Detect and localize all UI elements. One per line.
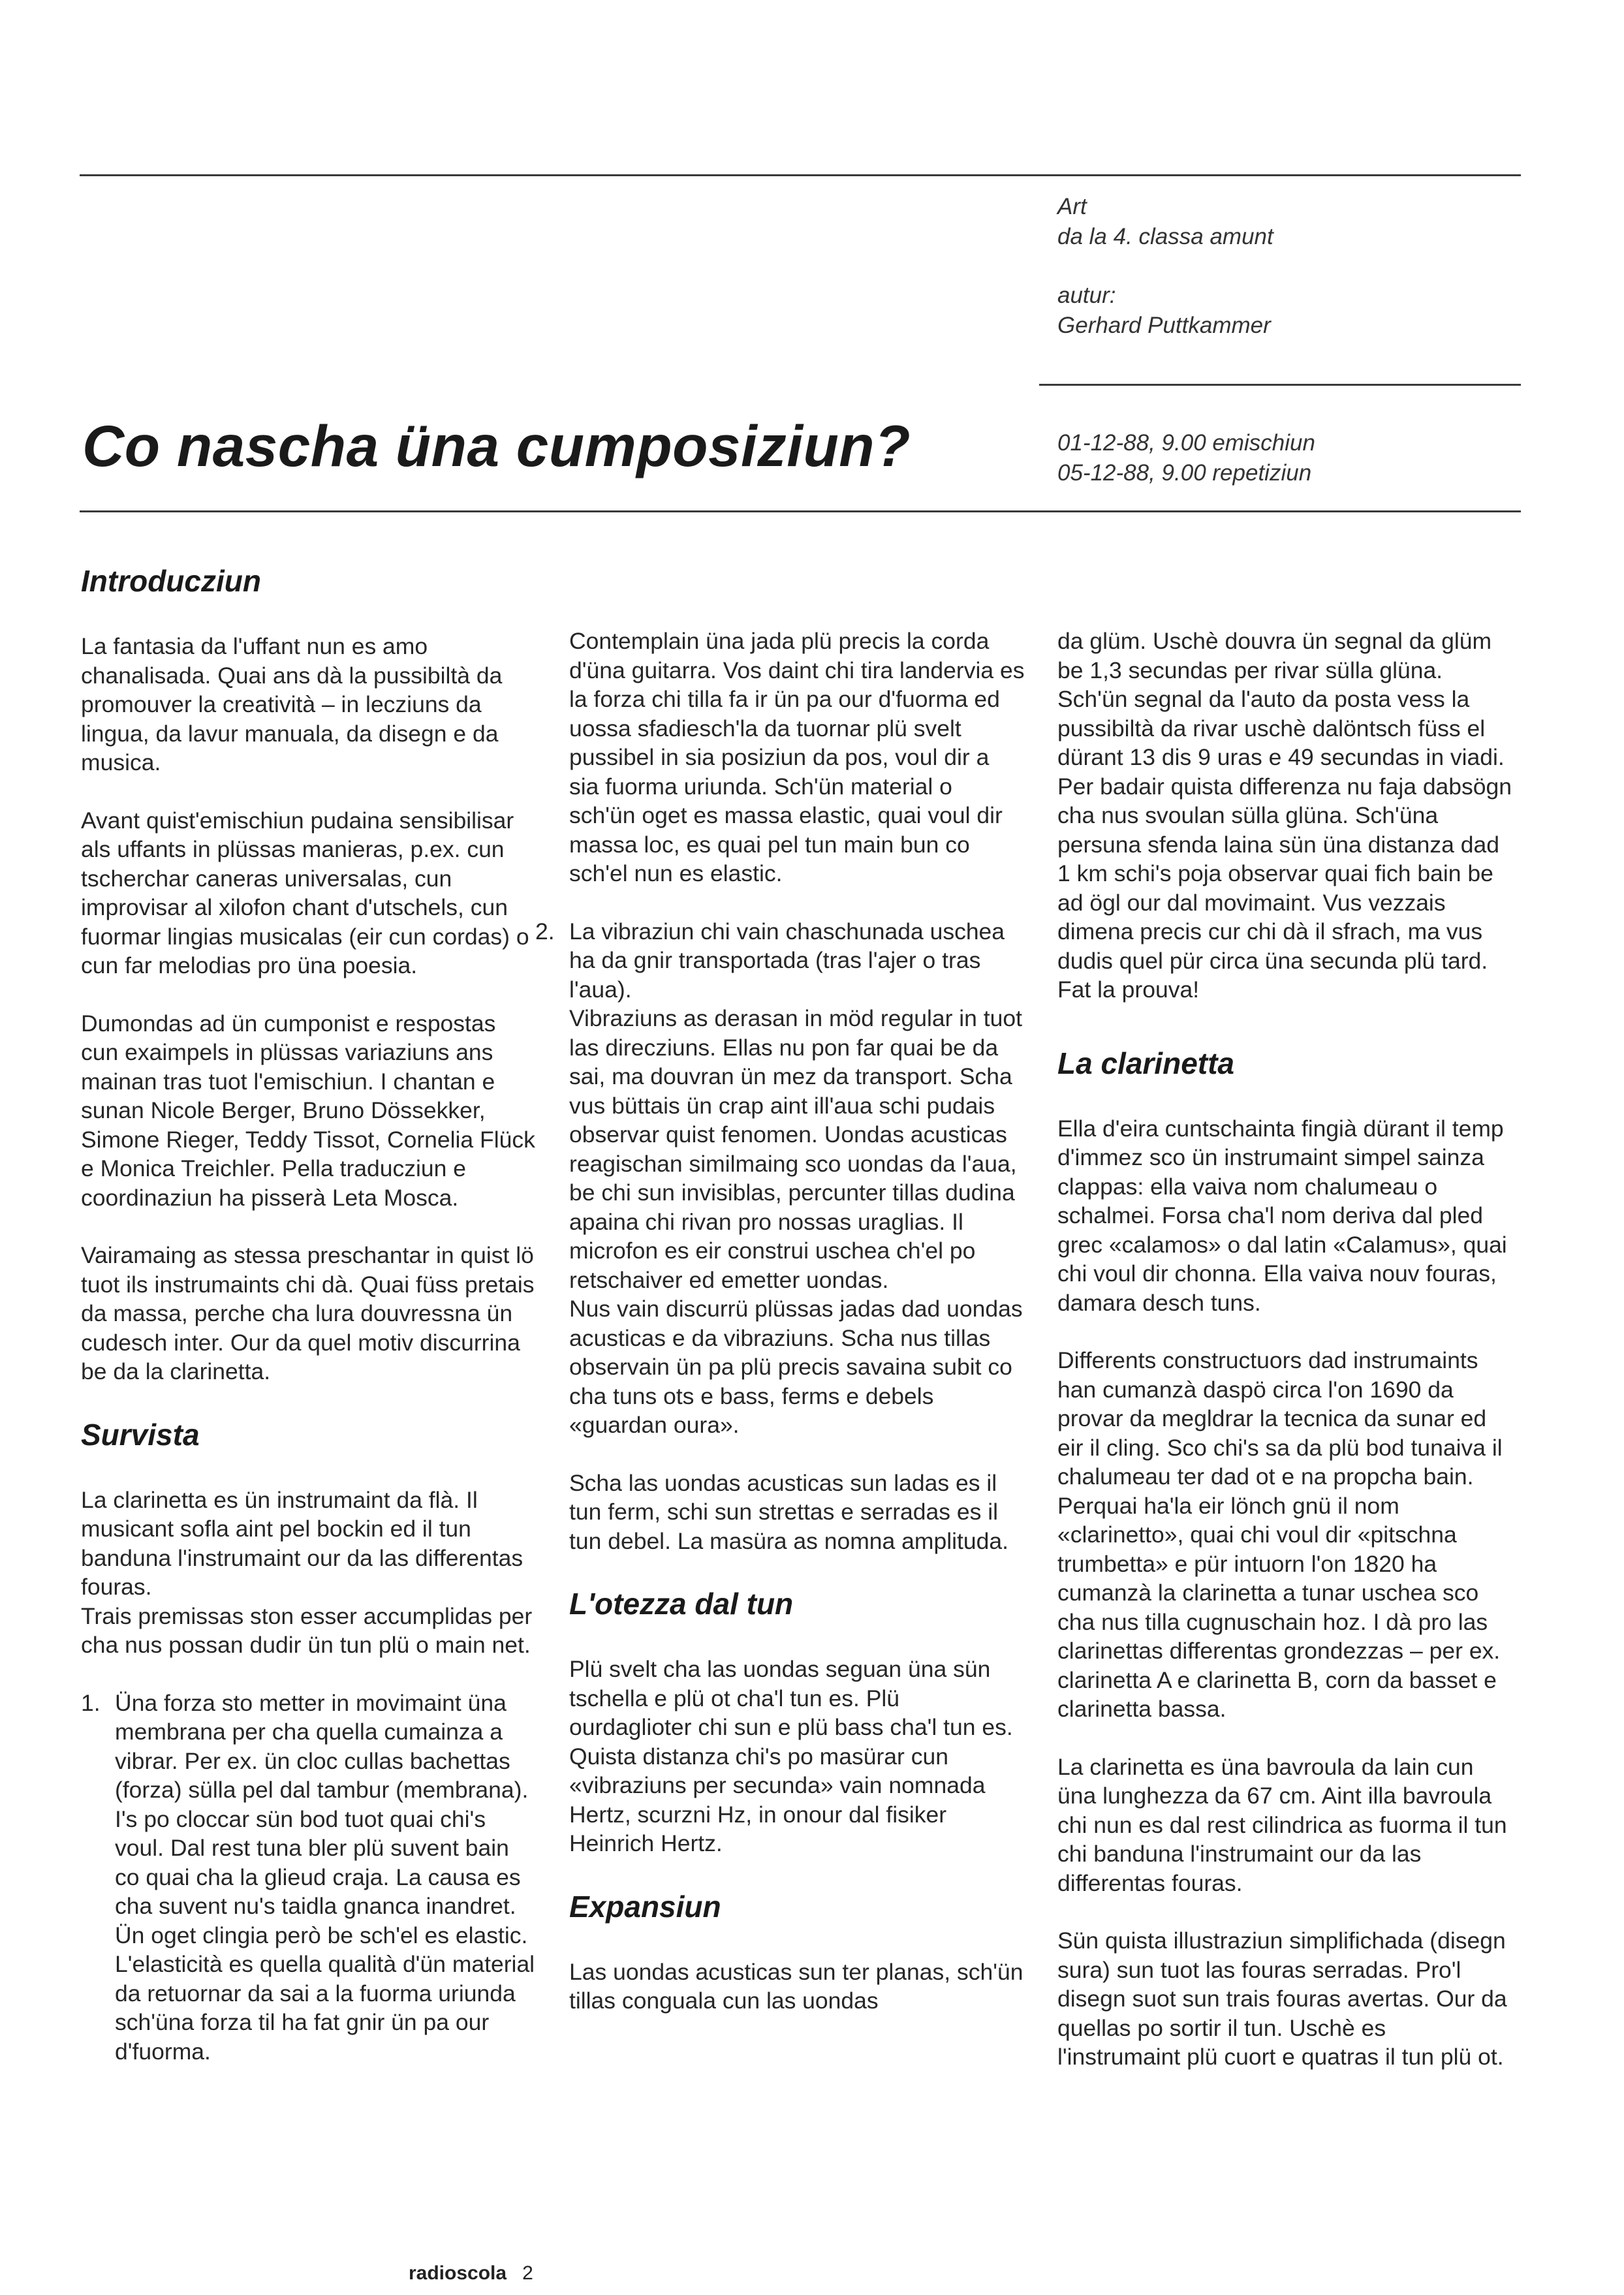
list-text: Üna forza sto metter in movimaint üna membrana per cha quella cumainza a vibrar. Per ex. ün cloc cullas bachettas (forza) sülla pel dal tambur (membrana). [115,1689,529,1803]
heading-otezza: L'otezza dal tun [569,1587,794,1621]
author-label: autur: [1057,283,1116,308]
title-rule [80,510,1521,512]
footer-name: radioscola [409,2262,507,2284]
list-text: Nus vain discurrü plüssas jadas dad uondas acusticas e da vibraziuns. Scha nus tillas observain ün pa plü precis savaina subit co cha tuns ots e bass, ferms e debels «guardan oura». [569,1296,1023,1438]
top-rule [80,174,1521,176]
page-number: 2 [522,2262,533,2284]
page-footer [409,2262,533,2285]
premise-list [81,1689,537,2067]
heading-introducziun: Introducziun [81,564,261,598]
list-text: I's po cloccar sün bod tuot quai chi's voul. Dal rest tuna bler plü suvent bain co quai cha la glieud craja. La causa es cha suvent nu's taidla gnanca inandret. [115,1805,521,1919]
subject: Art [1057,194,1087,219]
heading-expansiun: Expansiun [569,1889,721,1924]
paragraph: Vairamaing as stessa preschantar in quist lö tuot ils instrumaints chi dà. Quai füss pretais da massa, perche cha lura douvressna ün cudesch inter. Our da quel motiv discurrina be da la clarinetta. [81,1242,535,1384]
paragraph: La fantasia da l'uffant nun es amo chanalisada. Quai ans dà la pussibiltà da promouver la creatività – in lecziuns da lingua, da lavur manuala, da disegn e da musica. [81,633,503,775]
list-text: La vibraziun chi vain chaschunada uschea ha da gnir transportada (tras l'ajer o tras l'aua). [569,918,1005,1003]
course-info [1057,192,1273,252]
paragraph: Sün quista illustraziun simplifichada (disegn sura) sun tuot las fouras serradas. Pro'l disegn suot sun trais fouras avertas. Our da quellas po sortir il tun. Uschè es l'instrumaint plü cuort e quatras il tun plü ot. [1057,1928,1507,2070]
paragraph: da glüm. Uschè douvra ün segnal da glüm be 1,3 secundas per rivar sülla glüna. Sch'ün segnal da l'auto da posta vess la pussibiltà da rivar uschè dalöntsch füss el dürant 13 dis 9 uras e 49 secundas in viadi. Per badair quista differenza nu faja dabsögn cha nus svoulan sülla glüna. Sch'üna persuna sfenda laina sün üna distanza dad 1 km schi's poja observar quai fich bain be ad ögl our dal movimaint. Vus vezzais dimena precis cur chi dà il sfrach, ma vus dudis quel pür circa üna secunda plü tard. Fat la prouva! [1057,628,1512,1003]
column-1 [81,561,537,2095]
paragraph: Differents constructuors dad instrumaints han cumanzà daspö circa l'on 1690 da provar da megldrar la tecnica da sunar ed eir il cling. Sco chi's sa da plü bod tunaiva il chalumeau ter dad ot e na propcha bain. Perquai ha'la eir lönch gnü il nom «clarinetto», quai chi voul dir «pitschna trumbetta» e pür intuorn l'on 1820 ha cumanzà la clarinetta a tunar uschea sco cha nus tilla cugnuschain hoz. I dà pro las clarinettas differentas grondezzas – per ex. clarinetta A e clarinetta B, corn da basset e clarinetta bassa. [1057,1347,1503,1722]
paragraph: Ella d'eira cuntschainta fingià dürant il temp d'immez sco ün instrumaint simpel sainza clappas: ella vaiva nom chalumeau o schalmei. Forsa cha'l nom deriva dal pled grec «calamos» o dal latin «Calamus», quai chi voul dir chonna. Ella vaiva nouv fouras, damara desch tuns. [1057,1115,1507,1316]
paragraph: La clarinetta es ün instrumaint da flà. Il musicant sofla aint pel bockin ed il tun banduna l'instrumaint our da las differentas fouras. [81,1486,523,1600]
paragraph: Dumondas ad ün cumponist e respostas cun exaimpels in plüssas variaziuns ans mainan tras tuot l'emischiun. I chantan e sunan Nicole Berger, Bruno Dössekker, Simone Rieger, Teddy Tissot, Cornelia Flück e Monica Treichler. Pella traducziun e coordinaziun ha pisserà Leta Mosca. [81,1010,535,1211]
meta-rule [1039,384,1521,386]
heading-clarinetta: La clarinetta [1057,1046,1234,1080]
repeat-date: 05-12-88, 9.00 repetiziun [1057,460,1312,486]
heading-survista: Survista [81,1417,200,1452]
paragraph: Contemplain üna jada plü precis la corda d'üna guitarra. Vos daint chi tira landervia es la forza chi tilla fa ir ün pa our d'fuorma ed uossa sfadiesch'la da tuornar plü svelt pussibel in sia posiziun da pos, voul dir a sia fuorma uriunda. Sch'ün material o sch'ün oget es massa elastic, quai voul dir massa loc, es quai pel tun main bun co sch'el nun es elastic. [569,628,1025,886]
paragraph: Plü svelt cha las uondas seguan üna sün tschella e plü ot cha'l tun es. Plü ourdaglioter chi sun e plü bass cha'l tun es. Quista distanza chi's po masürar cun «vibraziuns per secunda» vain nomnada Hertz, scurzni Hz, in onour dal fisiker Heinrich Hertz. [569,1656,1013,1856]
list-number: 1. [81,1689,101,1716]
paragraph: Las uondas acusticas sun ter planas, sch'ün tillas conguala cun las uondas [569,1958,1023,2014]
paragraph: Scha las uondas acusticas sun ladas es il tun ferm, schi sun strettas e serradas es il tun debel. La masüra as nomna amplituda. [569,1469,1008,1554]
column-2 [535,627,1025,2044]
list-text: Vibraziuns as derasan in möd regular in tuot las direcziuns. Ellas nu pon far quai be da sai, ma douvran ün mez da transport. Scha vus büttais ün crap aint ill'aua schi pudais observar quist fenomen. Uondas acusticas reagischan similmaing sco uondas da l'aua, be chi sun invisiblas, percunter tillas dudina apaina chi rivan pro nossas uraglias. Il microfon es eir construi uschea ch'el po retschaiver ed emetter uondas. [569,1005,1022,1293]
column-3 [1057,627,1513,2100]
broadcast-date: 01-12-88, 9.00 emischiun [1057,430,1315,456]
list-text: Ün oget clingia però be sch'el es elastic. L'elasticità es quella qualità d'ün material da retuornar da sai a la fuorma uriunda sch'üna forza til ha fat gnir ün pa our d'fuorma. [115,1922,535,2065]
paragraph: La clarinetta es üna bavroula da lain cun üna lunghezza da 67 cm. Aint illa bavroula chi nun es dal rest cilindrica as fuorma il tun chi banduna l'instrumaint our da las differentas fouras. [1057,1753,1507,1896]
page-title: Co nascha üna cumposiziun? [82,413,911,478]
author-name: Gerhard Puttkammer [1057,313,1271,338]
list-number: 2. [535,918,555,945]
premise-list-continued [535,917,1025,1440]
paragraph: Avant quist'emischiun pudaina sensibilisar als uffants in plüssas manieras, p.ex. cun tscherchar caneras universalas, cun improvisar al xilofon chant d'utschels, cun fuormar lingias musicalas (eir cun cordas) o cun far melodias pro üna poesia. [81,807,529,978]
list-item [535,917,1025,1440]
list-item [81,1689,537,2067]
schedule-info [1057,428,1315,488]
level: da la 4. classa amunt [1057,224,1273,249]
author-info [1057,281,1271,341]
paragraph: Trais premissas ston esser accumplidas per cha nus possan dudir ün tun plü o main net. [81,1602,533,1658]
